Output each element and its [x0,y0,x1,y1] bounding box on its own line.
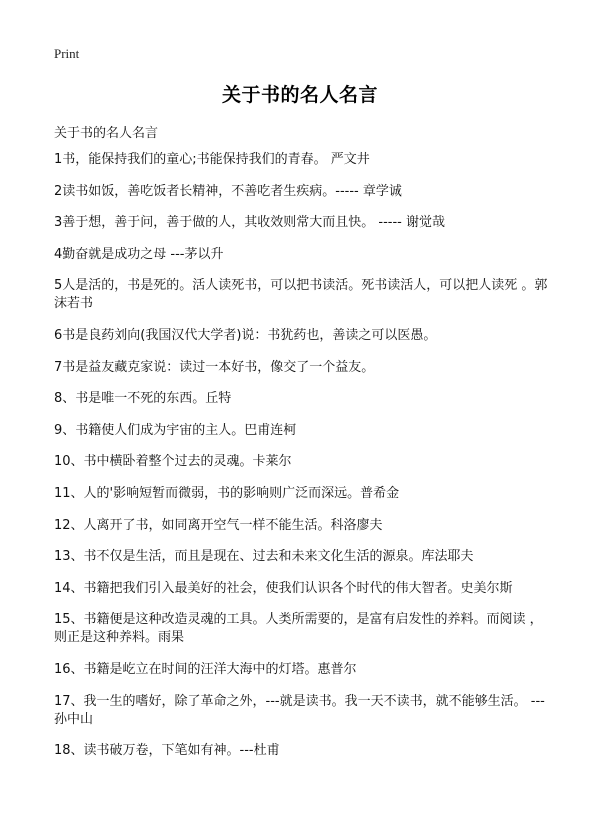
quote-item: 5人是活的，书是死的。活人读死书，可以把书读活。死书读活人，可以把人读死 。郭沫若书 [54,278,548,312]
quote-item: 17、我一生的嗜好，除了革命之外，---就是读书。我一天不读书，就不能够生活。 ---孙中山 [54,693,545,727]
quote-item: 6书是良药刘向(我国汉代大学者)说：书犹药也，善读之可以医愚。 [54,327,437,343]
quote-item: 16、书籍是屹立在时间的汪洋大海中的灯塔。惠普尔 [54,661,357,677]
quote-item: 12、人离开了书，如同离开空气一样不能生活。科洛廖夫 [54,517,383,533]
quote-item: 14、书籍把我们引入最美好的社会，使我们认识各个时代的伟大智者。史美尔斯 [54,580,513,596]
quote-item: 10、书中横卧着整个过去的灵魂。卡莱尔 [54,454,292,470]
quote-item: 2读书如饭，善吃饭者长精神，不善吃者生疾病。----- 章学诚 [54,183,402,199]
quote-item: 11、人的'影响短暂而微弱，书的影响则广泛而深远。普希金 [54,485,400,501]
quote-item: 8、书是唯一不死的东西。丘特 [54,391,232,407]
page-title: 关于书的名人名言 [221,84,378,106]
quote-item: 15、书籍便是这种改造灵魂的工具。人类所需要的，是富有启发性的养料。而阅读 ，则正是这种养料。雨果 [54,612,543,646]
quote-item: 18、读书破万卷，下笔如有神。---杜甫 [54,743,280,759]
quote-list [54,151,554,774]
quote-item: 4勤奋就是成功之母 ---茅以升 [54,246,224,262]
quote-item: 9、书籍使人们成为宇宙的主人。巴甫连柯 [54,422,297,438]
quote-item: 1书，能保持我们的童心;书能保持我们的青春。 严文井 [54,152,370,167]
print-link[interactable]: Print [54,46,80,61]
quote-item: 3善于想，善于问，善于做的人，其收效则常大而且快。 ----- 谢觉哉 [54,215,445,231]
quote-item: 7书是益友藏克家说：读过一本好书，像交了一个益友。 [54,359,375,375]
quote-item: 13、书不仅是生活，而且是现在、过去和未来文化生活的源泉。库法耶夫 [54,549,474,565]
document-subtitle: 关于书的名人名言 [54,126,159,141]
